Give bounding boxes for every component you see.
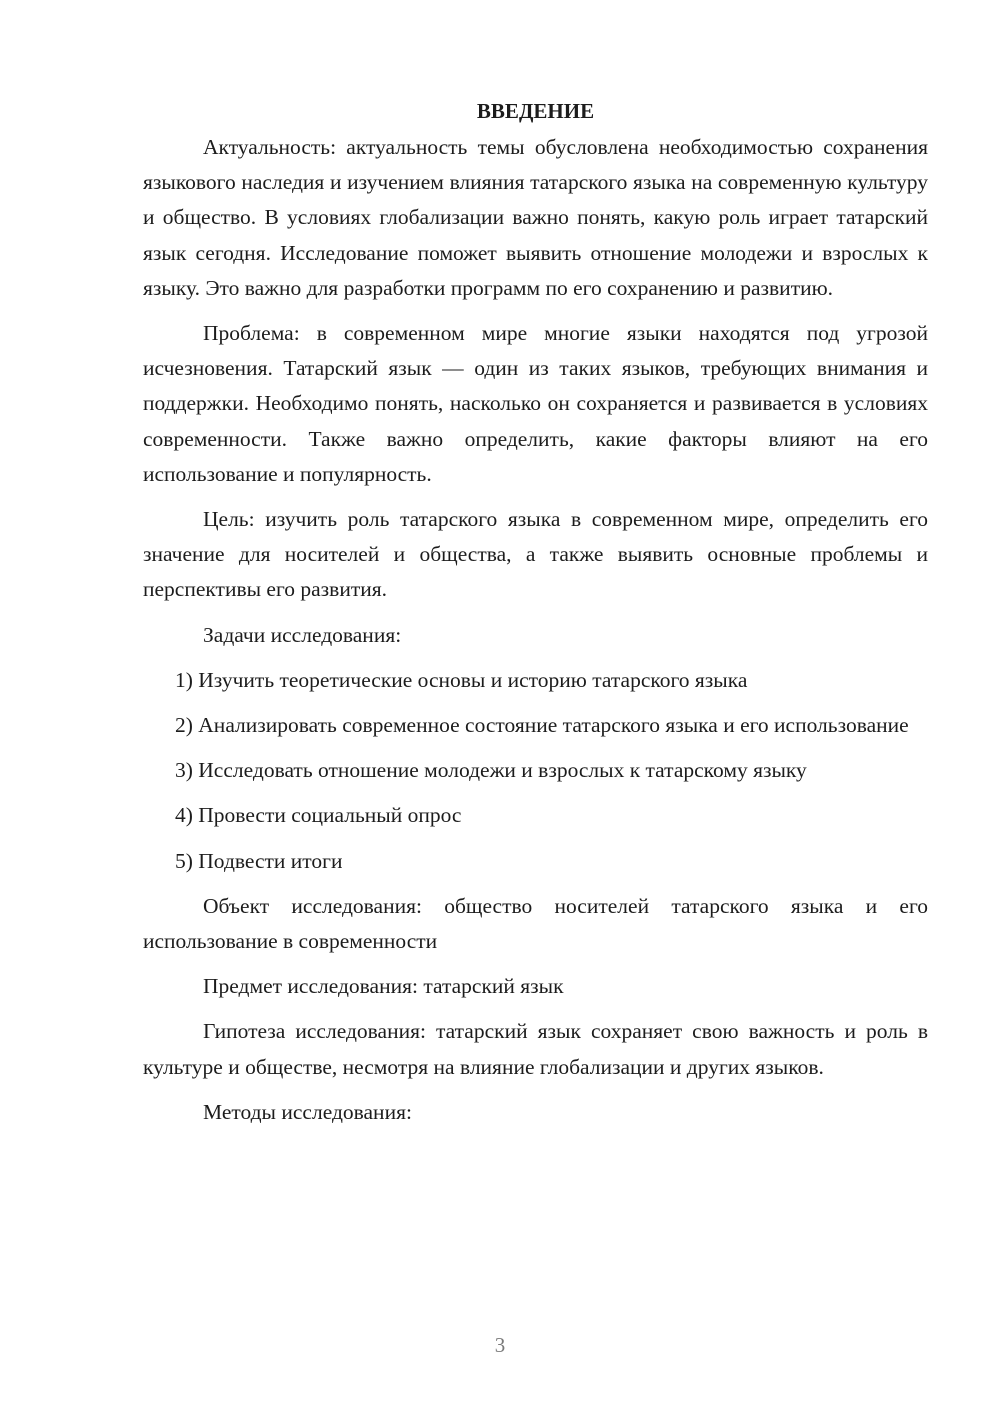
paragraph-problem: Проблема: в современном мире многие языки находятся под угрозой исчезновения. Татарский язык — один из таких языков, требующих внимания и поддержки. Необходимо понять, насколько он сохраняется и развивается в условиях современности. Также важно определить, какие факторы влияют на его использование и популярность. <box>143 321 928 486</box>
task-item-3: 3) Исследовать отношение молодежи и взрослых к татарскому языку <box>175 758 807 783</box>
section-title: ВВЕДЕНИЕ <box>476 99 595 123</box>
paragraph-methods: Методы исследования: <box>203 1099 412 1124</box>
paragraph-relevance: Актуальность: актуальность темы обусловлена необходимостью сохранения языкового наследия и изучением влияния татарского языка на современную культуру и общество. В условиях глобализации важно понять, какую роль играет татарский язык сегодня. Исследование поможет выявить отношение молодежи и взрослых к языку. Это важно для разработки программ по его сохранению и развитию. <box>143 135 928 300</box>
paragraph-tasks-heading: Задачи исследования: <box>203 622 402 647</box>
paragraph-hypothesis: Гипотеза исследования: татарский язык сохраняет свою важность и роль в культуре и обществе, несмотря на влияние глобализации и других языков. <box>143 1019 928 1079</box>
task-item-5: 5) Подвести итоги <box>175 848 343 873</box>
paragraph-goal: Цель: изучить роль татарского языка в современном мире, определить его значение для носителей и общества, а также выявить основные проблемы и перспективы его развития. <box>143 507 928 602</box>
page-number: 3 <box>494 1333 506 1357</box>
task-item-2: 2) Анализировать современное состояние татарского языка и его использование <box>175 713 909 738</box>
paragraph-object: Объект исследования: общество носителей татарского языка и его использование в современности <box>143 893 928 954</box>
task-item-4: 4) Провести социальный опрос <box>175 803 462 828</box>
task-item-1: 1) Изучить теоретические основы и историю татарского языка <box>175 667 748 692</box>
page-content <box>143 94 928 1130</box>
paragraph-subject: Предмет исследования: татарский язык <box>203 974 564 999</box>
